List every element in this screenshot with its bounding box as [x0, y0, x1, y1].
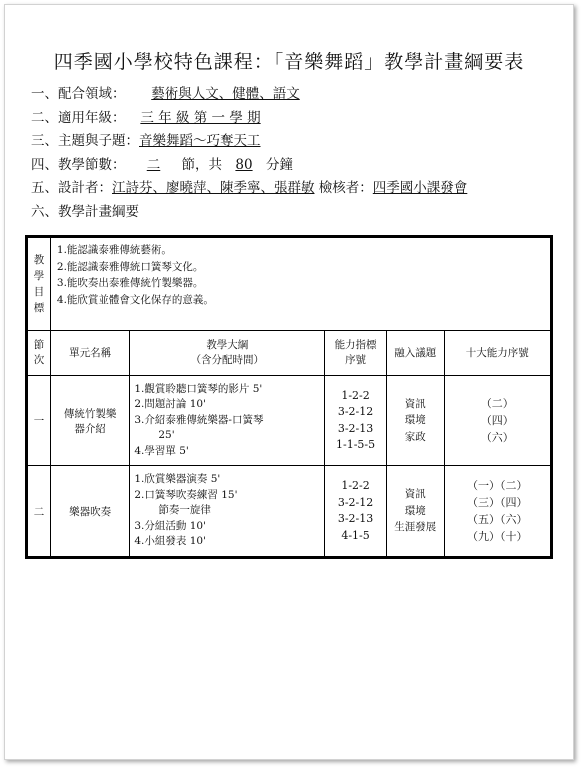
grade-value: 三 年 級 第 一 學 期 [140, 109, 261, 126]
goal-item: 1.能認識泰雅傳統藝術。 [56, 244, 172, 256]
ten-cell: （二） （四） （六） [444, 376, 551, 466]
domain-label: 一、配合領域： [31, 86, 126, 102]
goal-item: 4.能欣賞並體會文化保存的意義。 [56, 293, 214, 306]
sessions-mid: 節，共 [181, 156, 222, 173]
minutes-value: 80 [235, 156, 253, 173]
session-cell: 二 [27, 466, 51, 558]
header-ten: 十大能力序號 [444, 331, 551, 376]
minutes-unit: 分鐘 [266, 156, 293, 173]
header-session: 節 次 [27, 331, 51, 376]
domain-value: 藝術與人文、健體、語文 [151, 86, 300, 102]
header-outline: 教學大綱 （含分配時間） [130, 331, 325, 376]
issues-cell: 資訊 環境 生涯發展 [386, 466, 444, 558]
header-issues: 融入議題 [386, 331, 444, 376]
sessions-row [31, 154, 561, 178]
issues-cell: 資訊 環境 家政 [386, 376, 444, 466]
header-ability: 能力指標 序號 [325, 331, 387, 376]
outline-cell: 1.欣賞樂器演奏 5' 2.口簧琴吹奏練習 15' 節奏一旋律 3.分組活動 10' 4.小組發表 10' [130, 466, 325, 558]
session-cell: 一 [27, 376, 51, 466]
unit-cell: 樂器吹奏 [50, 466, 129, 558]
table-row [27, 466, 552, 558]
plan-label-row [31, 201, 561, 225]
outline-cell: 1.觀賞聆聽口簧琴的影片 5' 2.問題討論 10' 3.介紹泰雅傳統樂器-口簧琴 25' 4.學習單 5' [130, 376, 325, 466]
grade-row [31, 107, 561, 131]
ability-cell: 1-2-2 3-2-12 3-2-13 1-1-5-5 [325, 376, 387, 466]
theme-row [31, 130, 561, 154]
document-page [4, 4, 574, 760]
reviewer-label: 檢核者： [318, 180, 373, 196]
theme-value: 音樂舞蹈～巧奪天工 [139, 133, 261, 149]
goal-item: 2.能認識泰雅傳統口簧琴文化。 [56, 260, 204, 273]
plan-table [25, 235, 553, 559]
designer-value: 江詩芬、廖曉萍、陳季寧、張群敏 [112, 180, 315, 196]
ability-cell: 1-2-2 3-2-12 3-2-13 4-1-5 [325, 466, 387, 558]
reviewer-value: 四季國小課發會 [372, 180, 468, 196]
page-title: 四季國小學校特色課程：「音樂舞蹈」教學計畫綱要表 [53, 51, 525, 73]
goals-row [27, 237, 552, 331]
sessions-value: 二 [146, 156, 161, 173]
header-unit: 單元名稱 [50, 331, 129, 376]
unit-cell: 傳統竹製樂 器介紹 [50, 376, 129, 466]
table-row [27, 376, 552, 466]
goal-head: 教 學 目 標 [27, 237, 51, 331]
goal-list [50, 237, 551, 331]
goal-item: 3.能吹奏出泰雅傳統竹製樂器。 [56, 277, 204, 289]
designer-label: 五、設計者： [31, 180, 112, 196]
domain-row [31, 83, 561, 107]
plan-label: 六、教學計畫綱要 [31, 203, 139, 220]
ten-cell: （一）（二） （三）（四） （五）（六） （九）（十） [444, 466, 551, 558]
designer-row [31, 177, 561, 201]
plan-info [31, 83, 561, 224]
sessions-label: 四、教學節數： [31, 156, 126, 173]
grade-label: 二、適用年級： [31, 109, 126, 126]
theme-label: 三、主題與子題： [31, 133, 139, 149]
table-header-row [27, 331, 552, 376]
